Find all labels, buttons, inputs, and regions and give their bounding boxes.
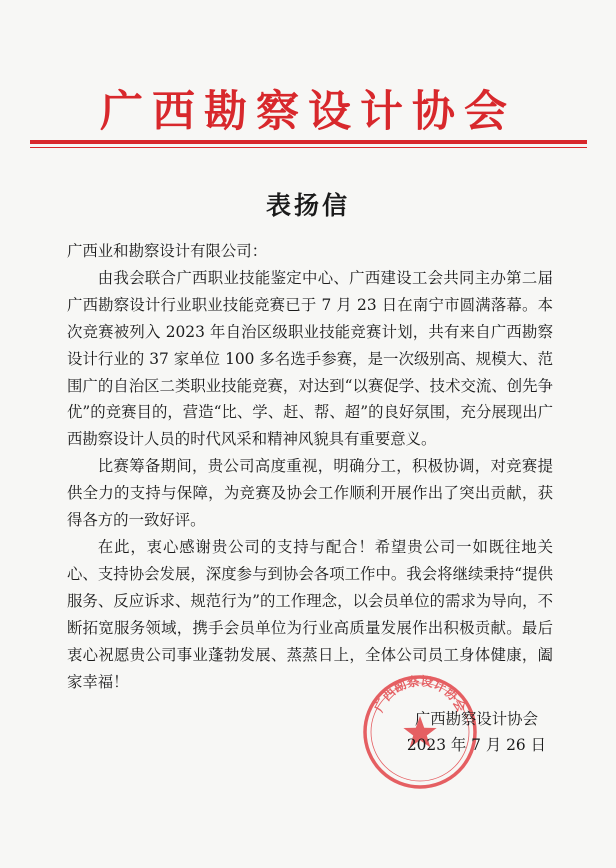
seal-text: 广西勘察设计协会 xyxy=(370,673,470,715)
paragraph-3: 在此，衷心感谢贵公司的支持与配合！希望贵公司一如既往地关心、支持协会发展，深度参与到协会各项工作中。我会将继续秉持“提供服务、反应诉求、规范行为”的工作理念，以会员单位的需求为导向，不断拓宽服务领域，携手会员单位为行业高质量发展作出积极贡献。最后衷心祝愿贵公司事业蓬勃发展、蒸蒸日上，全体公司员工身体健康，阖家幸福！ xyxy=(67,537,553,691)
signature-org: 广西勘察设计协会 xyxy=(414,710,538,728)
salutation: 广西业和勘察设计有限公司： xyxy=(67,242,268,260)
letterhead-divider xyxy=(30,140,587,148)
paragraph-1: 由我会联合广西职业技能鉴定中心、广西建设工会共同主办第二届广西勘察设计行业职业技能竞赛已于 7 月 23 日在南宁市圆满落幕。本次竞赛被列入 2023 年自治区级职业技能竞赛计划，共有来自广西勘察设计行业的 37 家单位 100 多名选手参赛，是一次级别高、规模大、范围广的自治区二类职业技能竞赛，对达到“以赛促学、技术交流、创先争优”的竞赛目的，营造“比、学、赶、帮、超”的良好氛围，充分展现出广西勘察设计人员的时代风采和精神风貌具有重要意义。 xyxy=(67,268,553,449)
paragraph-2: 比赛筹备期间，贵公司高度重视，明确分工，积极协调，对竞赛提供全力的支持与保障，为竞赛及协会工作顺利开展作出了突出贡献，获得各方的一致好评。 xyxy=(67,457,553,530)
signature-block xyxy=(407,706,546,758)
letter-title: 表扬信 xyxy=(265,191,350,220)
letterhead-title: 广西勘察设计协会 xyxy=(100,87,516,137)
letter-body xyxy=(67,238,553,695)
signature-date: 2023 年 7 月 26 日 xyxy=(406,736,546,754)
